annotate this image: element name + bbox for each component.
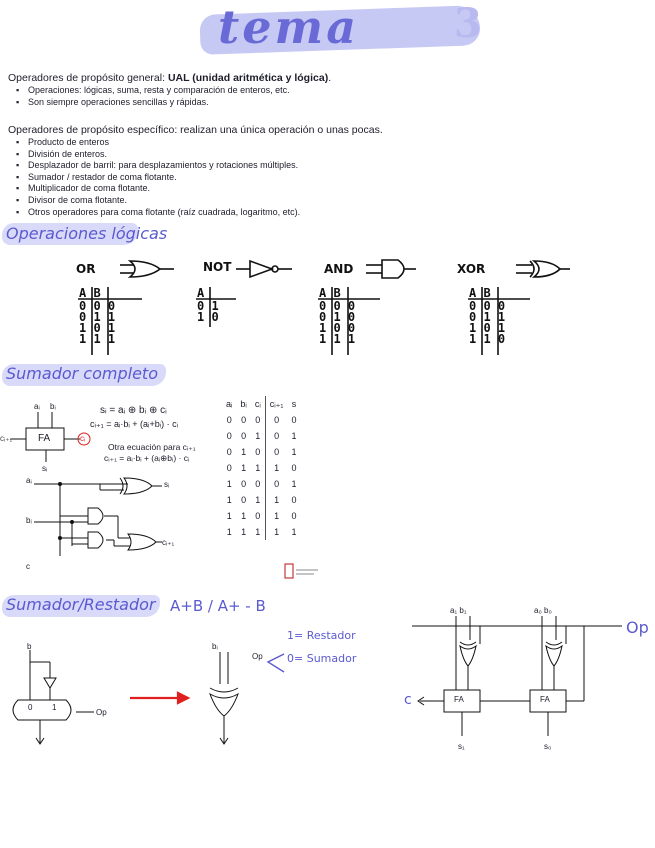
truth-table-or: A B 0 0 0 0 1 1 1 0 1 1 1 1 <box>79 286 116 346</box>
truth-table-not: A 0 1 1 0 <box>197 286 219 324</box>
not-gate-icon <box>236 261 292 277</box>
full-adder-heading: Sumador completo <box>6 364 158 383</box>
gate-name-not: NOT <box>203 260 232 274</box>
two-bit-adder-sub-diagram <box>400 600 655 760</box>
table-cell: 1 <box>226 479 232 489</box>
table-cell: 1 <box>291 431 297 441</box>
table-cell: 1 <box>291 527 297 537</box>
table-cell: aᵢ <box>226 399 233 409</box>
table-cell: 1 <box>241 527 247 537</box>
table-row <box>222 460 300 476</box>
table-row <box>222 476 300 492</box>
fa-sum-label: sᵢ <box>42 464 48 473</box>
op-option-sumador: 0= Sumador <box>287 652 357 665</box>
table-cell: 0 <box>255 415 261 425</box>
gate-name-or: OR <box>76 262 96 276</box>
circuit-cout-label: cᵢ₊₁ <box>162 538 175 547</box>
right-op-label: Op <box>626 618 649 637</box>
circuit-b-label: bᵢ <box>26 516 32 525</box>
table-cell: 1 <box>226 511 232 521</box>
sum-equation: sᵢ = aᵢ ⊕ bᵢ ⊕ cᵢ <box>100 405 167 416</box>
fa-0-label: FA <box>540 695 550 704</box>
table-cell: 0 <box>226 463 232 473</box>
circuit-a-label: aᵢ <box>26 476 32 485</box>
table-cell: 0 <box>255 447 261 457</box>
general-bullets <box>8 85 628 108</box>
list-item: ▪ Operaciones: lógicas, suma, resta y comparación de enteros, etc. <box>8 85 628 97</box>
page-title <box>200 0 500 58</box>
a1-b1-label: a₁ b₁ <box>450 606 467 615</box>
truth-table-and: A B 0 0 0 0 1 0 1 0 0 1 1 1 <box>319 286 356 346</box>
xor-gate-icon <box>516 261 570 277</box>
table-cell: 1 <box>255 495 261 505</box>
table-cell: 0 <box>255 511 261 521</box>
list-item: ▪ Divisor de coma flotante. <box>8 195 628 207</box>
adder-sub-formula: A+B / A+ - B <box>170 597 266 615</box>
table-cell: 0 <box>265 412 287 428</box>
table-cell: cᵢ₊₁ <box>265 396 287 412</box>
table-cell: 0 <box>241 479 247 489</box>
s0-label: s₀ <box>544 742 552 751</box>
specific-bullets <box>8 137 628 218</box>
table-cell: 1 <box>265 460 287 476</box>
table-cell: 0 <box>291 511 297 521</box>
table-cell: 0 <box>291 495 297 505</box>
gate-name-xor: XOR <box>457 262 486 276</box>
list-item: ▪ Son siempre operaciones sencillas y rápidas. <box>8 97 628 109</box>
table-cell: 0 <box>241 495 247 505</box>
bi-label: bᵢ <box>212 642 218 651</box>
gate-name-and: AND <box>324 262 354 276</box>
and-gate-icon <box>366 260 416 278</box>
table-cell: 1 <box>241 511 247 521</box>
table-row <box>222 492 300 508</box>
table-cell: 0 <box>255 479 261 489</box>
title-word: tema <box>218 0 359 54</box>
table-cell: 1 <box>255 463 261 473</box>
op-option-restador: 1= Restador <box>287 629 356 642</box>
table-cell: 1 <box>255 431 261 441</box>
table-cell: 0 <box>241 431 247 441</box>
table-cell: 0 <box>226 415 232 425</box>
fa-input-a-label: aᵢ <box>34 402 40 411</box>
fa-1-label: FA <box>454 695 464 704</box>
general-intro: Operadores de propósito general: UAL (unidad aritmética y lógica). <box>8 72 332 84</box>
mux-op-label: Op <box>96 708 107 717</box>
fa-input-b-label: bᵢ <box>50 402 56 411</box>
fa-carry-out-label: cᵢ₊₁ <box>0 434 13 443</box>
table-cell: 1 <box>291 479 297 489</box>
table-cell: 1 <box>241 447 247 457</box>
table-cell: 0 <box>241 415 247 425</box>
or-gate-icon <box>120 261 174 277</box>
table-cell: bᵢ <box>240 399 247 409</box>
list-item: ▪ Producto de enteros <box>8 137 628 149</box>
list-item: ▪ División de enteros. <box>8 149 628 161</box>
table-row <box>222 412 300 428</box>
xor-op-label: Op <box>252 652 263 661</box>
fa-carry-in-label: cᵢ <box>80 434 86 443</box>
list-item: ▪ Desplazador de barril: para desplazamientos y rotaciones múltiples. <box>8 160 628 172</box>
circuit-s-label: sᵢ <box>164 480 170 489</box>
table-row <box>222 428 300 444</box>
list-item: ▪ Sumador / restador de coma flotante. <box>8 172 628 184</box>
right-carry-label: c <box>404 692 412 708</box>
mux-zero-label: 0 <box>28 703 33 712</box>
b-label: b <box>27 642 32 651</box>
table-cell: 0 <box>226 447 232 457</box>
table-cell: 1 <box>265 524 287 540</box>
table-cell: 0 <box>291 463 297 473</box>
table-cell: 1 <box>291 447 297 457</box>
table-cell: 1 <box>255 527 261 537</box>
a0-b0-label: a₀ b₀ <box>534 606 552 615</box>
table-cell: 0 <box>265 444 287 460</box>
s1-label: s₁ <box>458 742 465 751</box>
table-row <box>222 524 300 540</box>
table-cell: 1 <box>226 495 232 505</box>
table-row <box>222 444 300 460</box>
table-cell: 1 <box>241 463 247 473</box>
table-cell: 1 <box>226 527 232 537</box>
table-cell: 0 <box>291 415 297 425</box>
full-adder-truth-table <box>222 396 300 540</box>
table-cell: 0 <box>226 431 232 441</box>
list-item: ▪ Otros operadores para coma flotante (raíz cuadrada, logaritmo, etc). <box>8 207 628 219</box>
adder-sub-heading: Sumador/Restador <box>6 595 156 614</box>
carry-equation: cᵢ₊₁ = aᵢ·bᵢ + (aᵢ+bᵢ) · cᵢ <box>90 419 179 429</box>
truth-table-xor: A B 0 0 0 0 1 1 1 0 1 1 1 0 <box>469 286 506 346</box>
university-logo-icon <box>284 562 320 580</box>
circuit-c-label: c <box>26 562 30 571</box>
fa-block-label: FA <box>38 433 51 444</box>
mux-one-label: 1 <box>52 703 57 712</box>
table-row <box>222 508 300 524</box>
carry-equation-alt: cᵢ₊₁ = aᵢ·bᵢ + (aᵢ⊕bᵢ) · cᵢ <box>104 453 190 463</box>
table-cell: s <box>291 399 297 409</box>
list-item: ▪ Multiplicador de coma flotante. <box>8 183 628 195</box>
specific-intro: Operadores de propósito específico: realizan una única operación o unas pocas. <box>8 124 383 136</box>
table-cell: 0 <box>265 476 287 492</box>
table-cell: 1 <box>265 492 287 508</box>
logic-heading: Operaciones lógicas <box>6 224 168 243</box>
title-number: 3 <box>454 0 482 47</box>
table-cell: 0 <box>265 428 287 444</box>
table-cell: cᵢ <box>254 399 261 409</box>
carry-equation-alt-title: Otra ecuación para cᵢ₊₁ <box>108 442 196 452</box>
table-cell: 1 <box>265 508 287 524</box>
